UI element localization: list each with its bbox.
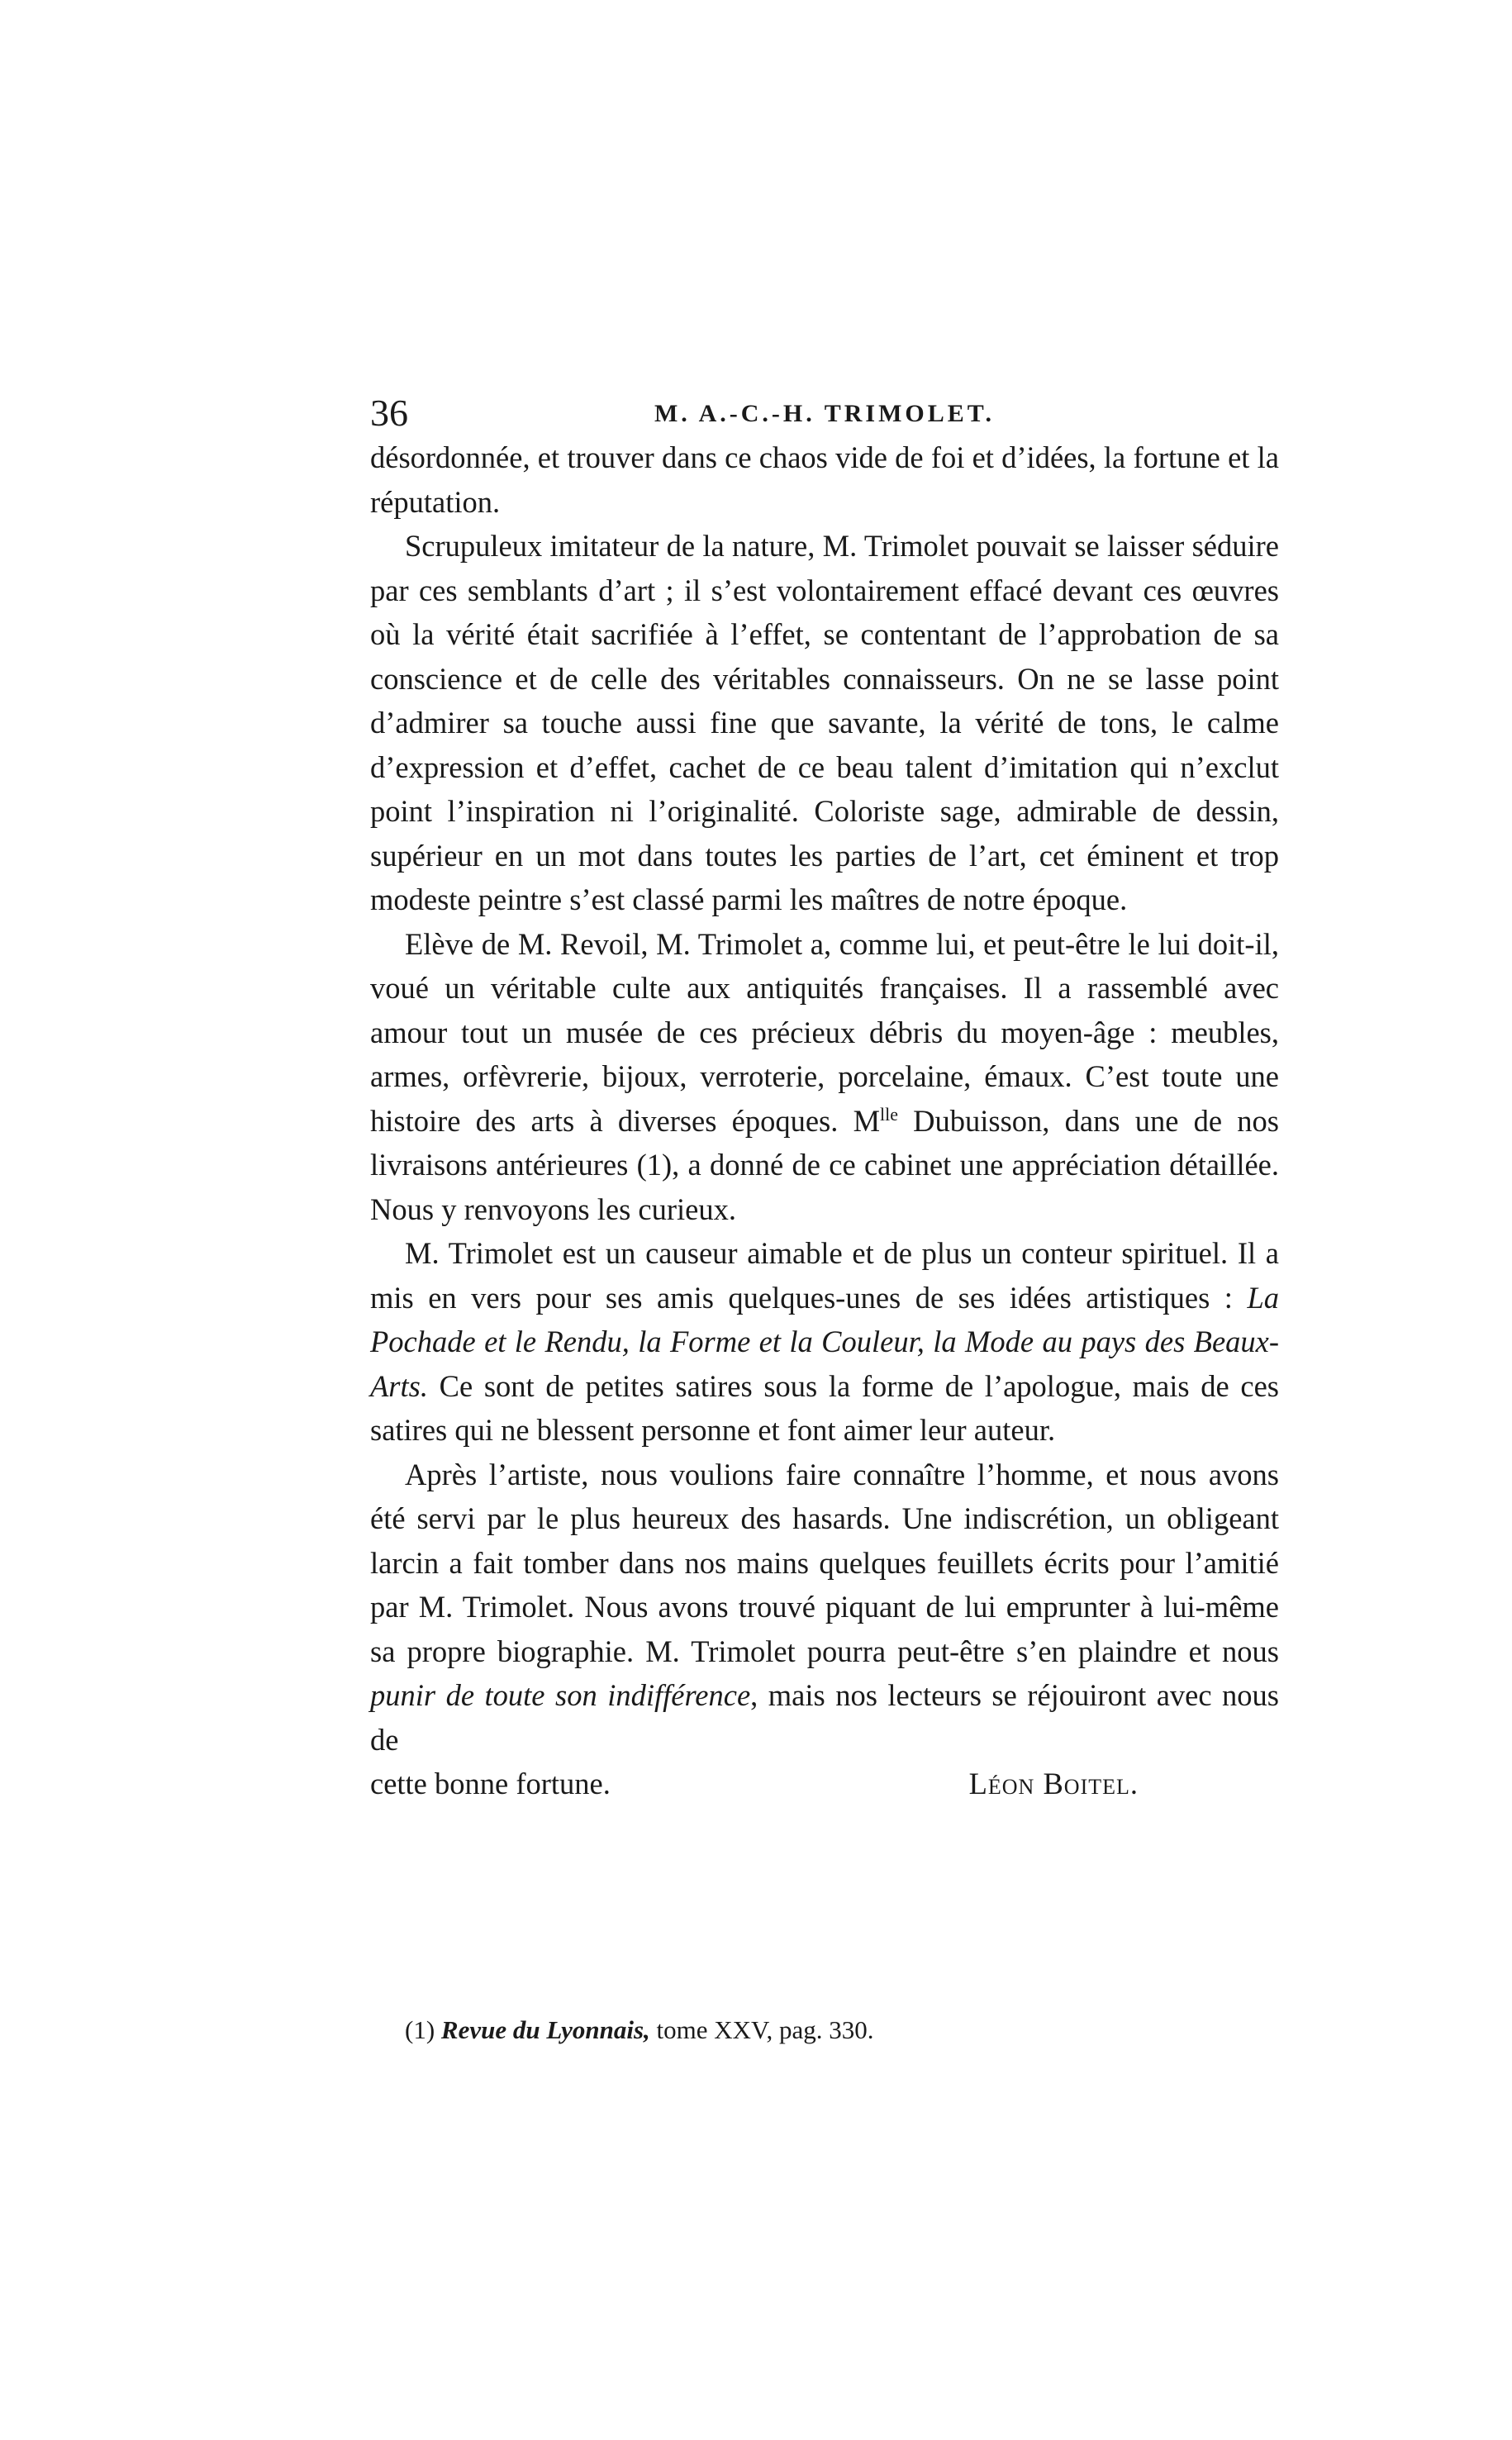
footnote-marker: (1) bbox=[405, 2015, 435, 2044]
paragraph-3-part-b: Dubuisson, dans une de nos livraisons antérieures (1), a donné de ce cabinet une appréciation détaillée. Nous y renvoyons les curieux. bbox=[370, 1103, 1279, 1226]
paragraph-3 bbox=[370, 922, 1279, 1232]
footnote bbox=[405, 2010, 1272, 2051]
paragraph-2: Scrupuleux imitateur de la nature, M. Trimolet pouvait se laisser séduire par ces semblants d’art ; il s’est volontairement effacé devant ces œuvres où la vérité était sacrifiée à l’effet, se contentant de l’approbation de sa conscience et de celle des véritables connaisseurs. On ne se lasse point d’admirer sa touche aussi fine que savante, la vérité de tons, le calme d’expression et d’effet, cachet de ce beau talent d’imitation qui n’exclut point l’inspiration ni l’originalité. Coloriste sage, admirable de dessin, supérieur en un mot dans toutes les parties de l’art, cet éminent et trop modeste peintre s’est classé parmi les maîtres de notre époque. bbox=[370, 529, 1279, 916]
footnote-journal: Revue du Lyonnais, bbox=[440, 2015, 650, 2044]
page-number: 36 bbox=[370, 392, 408, 434]
closing-line bbox=[370, 1762, 1279, 1806]
paragraph-4-part-b: Ce sont de petites satires sous la forme de l’apologue, mais de ces satires qui ne blessent personne et font aimer leur auteur. bbox=[370, 1368, 1279, 1447]
page-header bbox=[370, 388, 1279, 438]
paragraph-1: désordonnée, et trouver dans ce chaos vide de foi et d’idées, la fortune et la réputation. bbox=[370, 440, 1279, 519]
superscript-lle: lle bbox=[880, 1103, 898, 1125]
running-title: M. A.-C.-H. TRIMOLET. bbox=[654, 400, 996, 427]
author-signature: Léon Boitel. bbox=[968, 1767, 1139, 1800]
paragraph-5-part-b: , mais nos lecteurs se réjouiront avec nous de bbox=[370, 1678, 1280, 1757]
paragraph-3-part-a: Elève de M. Revoil, M. Trimolet a, comme lui, et peut-être le lui doit-il, voué un véritable culte aux antiquités françaises. Il a rassemblé avec amour tout un musée de ces précieux débris du moyen-âge : meubles, armes, orfèvrerie, bijoux, verroterie, porcelaine, émaux. C’est toute une histoire des arts à diverses époques. M bbox=[370, 926, 1279, 1138]
paragraph-4-part-a: M. Trimolet est un causeur aimable et de plus un conteur spirituel. Il a mis en vers pour ses amis quelques-unes de ses idées artistiques : bbox=[370, 1236, 1279, 1315]
footnote-reference: tome XXV, pag. 330. bbox=[656, 2015, 874, 2044]
paragraph-5-italic: punir de toute son indifférence bbox=[370, 1678, 751, 1712]
paragraph-5-part-a: Après l’artiste, nous voulions faire connaître l’homme, et nous avons été servi par le plus heureux des hasards. Une indiscrétion, un obligeant larcin a fait tomber dans nos mains quelques feuillets écrits pour l’amitié par M. Trimolet. Nous avons trouvé piquant de lui emprunter à lui-même sa propre biographie. M. Trimolet pourra peut-être s’en plaindre et nous bbox=[370, 1457, 1279, 1668]
paragraph-5 bbox=[370, 1453, 1279, 1762]
body-text bbox=[370, 435, 1279, 1806]
works-titles: La Pochade et le Rendu, la Forme et la Couleur, la Mode au pays des Beaux-Arts. bbox=[370, 1280, 1279, 1403]
paragraph-4 bbox=[370, 1231, 1279, 1453]
closing-text: cette bonne fortune. bbox=[370, 1767, 611, 1800]
